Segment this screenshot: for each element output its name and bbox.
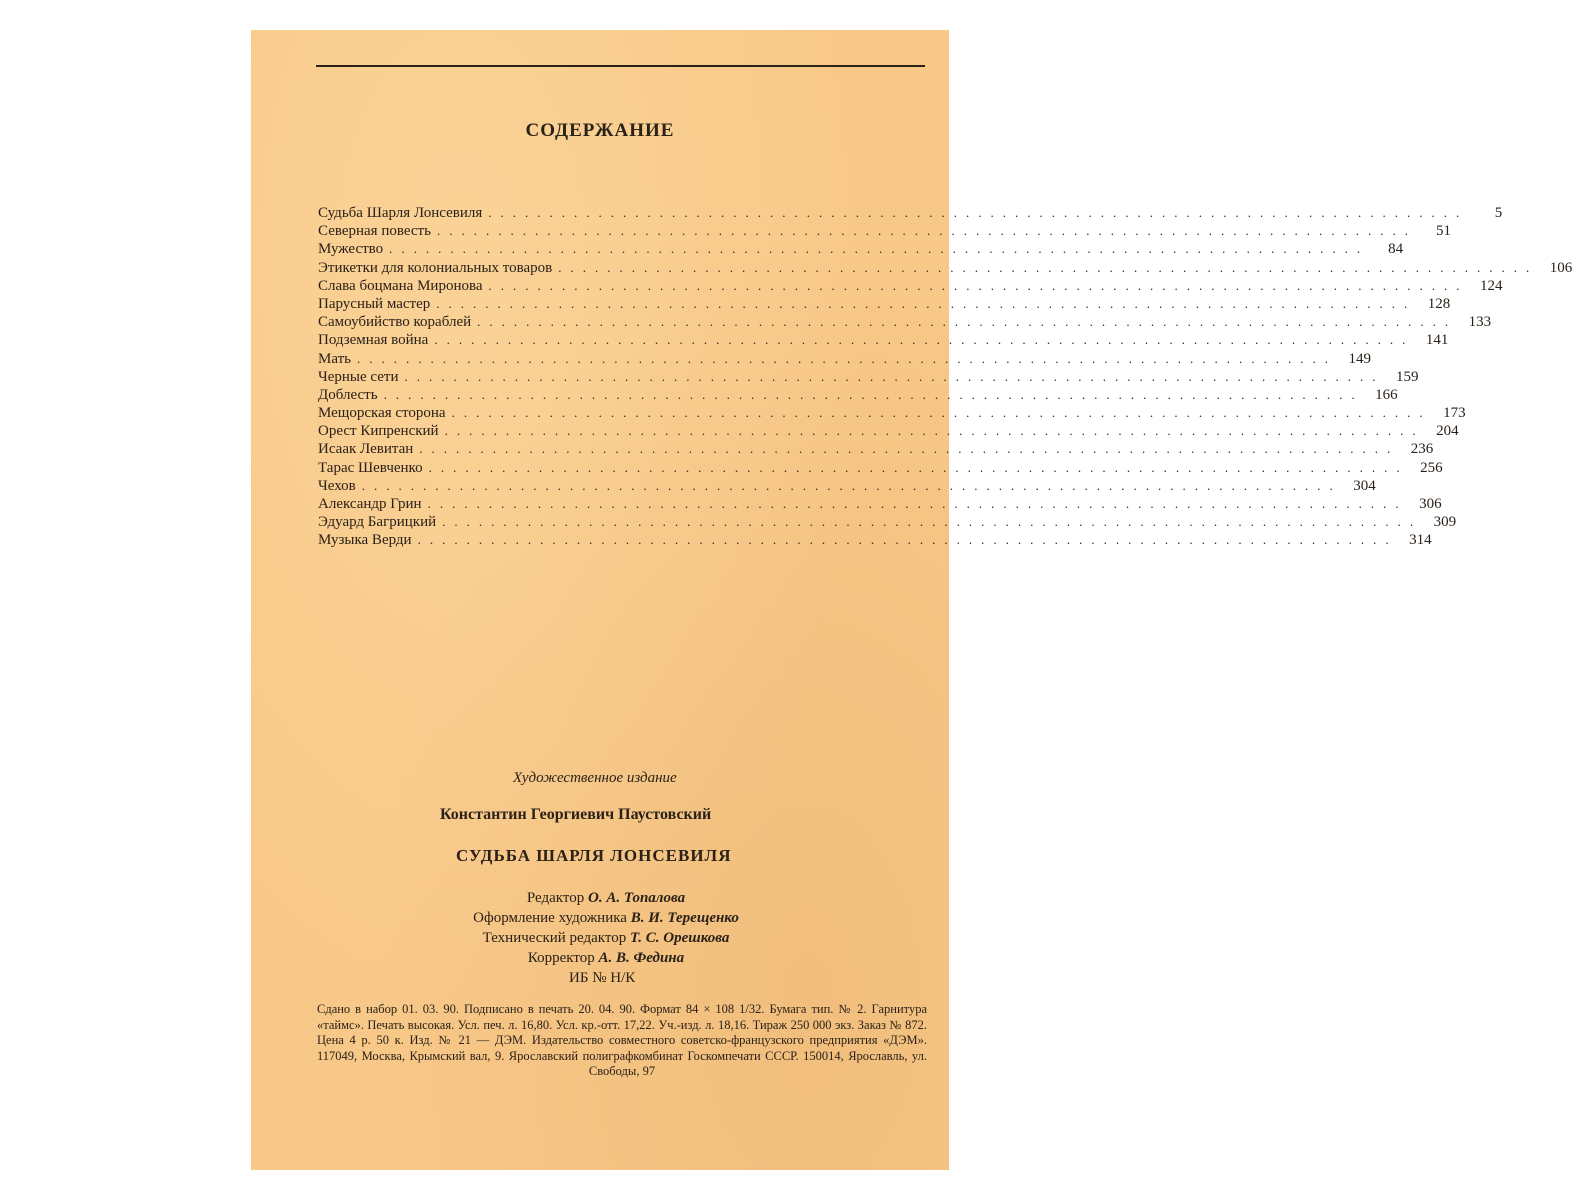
credit-role: Технический редактор	[482, 930, 627, 946]
dot-leader: ................................................................................	[444, 423, 1425, 439]
toc-entry-title: Чехов	[318, 477, 356, 494]
credit-proofreader	[416, 948, 796, 968]
credits	[416, 888, 796, 968]
toc-entry-page: 314	[1409, 532, 1432, 549]
toc-row	[318, 477, 1376, 495]
dot-leader: ................................................................................	[404, 368, 1385, 384]
top-rule	[316, 65, 925, 67]
toc-row	[318, 495, 1442, 513]
ib-number: ИБ № Н/К	[569, 970, 636, 986]
toc-row	[318, 313, 1492, 331]
print-data: Сдано в набор 01. 03. 90. Подписано в печать 20. 04. 90. Формат 84 × 108 1/32. Бумага тип. № 2. Гарнитура «таймс». Печать высокая. Усл. печ. л. 16,80. Усл. кр.-отт. 17,22. Уч.-изд. л. 18,16. Тираж 250 000 экз. Заказ № 872. Цена 4 р. 50 к. Изд. № 21 — ДЭМ. Издательство совместного советско-французского предприятия «ДЭМ». 117049, Москва, Крымский вал, 9. Ярославский полиграфкомбинат Госкомпечати СССР. 150014, Ярославль, ул. Свободы, 97	[317, 1002, 927, 1078]
toc-row	[318, 222, 1451, 240]
toc-entry-title: Музыка Верди	[318, 532, 412, 549]
dot-leader: ................................................................................	[357, 350, 1338, 366]
dot-leader: ................................................................................	[558, 259, 1539, 275]
toc-entry-page: 304	[1353, 477, 1376, 494]
toc-entry-title: Тарас Шевченко	[318, 459, 423, 476]
dot-leader: ................................................................................	[434, 332, 1415, 348]
toc-entry-page: 5	[1494, 205, 1503, 221]
toc-entry-page: 173	[1443, 405, 1466, 422]
toc-row	[318, 459, 1443, 477]
toc-row	[318, 277, 1503, 295]
credit-person: А. В. Федина	[598, 950, 685, 966]
toc-row	[318, 440, 1434, 458]
credit-artist	[416, 908, 796, 928]
credit-tech-editor	[416, 928, 796, 948]
toc-entry-title: Черные сети	[318, 368, 399, 385]
dot-leader: ................................................................................	[477, 314, 1458, 330]
author-name: Константин Георгиевич Паустовский	[440, 806, 712, 823]
toc-entry-page: 309	[1433, 514, 1457, 531]
toc-row	[318, 350, 1372, 368]
dot-leader: ................................................................................	[488, 205, 1469, 220]
toc-entry-title: Подземная война	[318, 332, 429, 349]
toc-row	[318, 204, 1503, 222]
toc-entry-page: 166	[1375, 386, 1398, 403]
toc-entry-title: Исаак Левитан	[318, 441, 414, 458]
toc-entry-page: 159	[1396, 368, 1419, 385]
dot-leader: ................................................................................	[361, 477, 1342, 493]
toc-entry-page: 149	[1348, 350, 1372, 367]
credit-editor	[416, 888, 796, 908]
credit-person: О. А. Топалова	[587, 890, 686, 906]
dot-leader: ................................................................................	[451, 405, 1432, 421]
credit-person: Т. С. Орешкова	[630, 930, 730, 946]
toc-entry-page: 51	[1435, 223, 1451, 240]
credit-person: В. И. Терещенко	[630, 910, 739, 926]
toc-row	[318, 422, 1459, 440]
toc-entry-page: 128	[1427, 295, 1451, 312]
credit-role: Оформление художника	[473, 910, 627, 926]
credit-role: Корректор	[527, 950, 595, 966]
toc-title: СОДЕРЖАНИЕ	[525, 120, 675, 141]
edition-type: Художественное издание	[513, 770, 677, 786]
toc-entry-page: 204	[1436, 423, 1459, 440]
toc-row	[318, 386, 1398, 404]
toc-entry-title: Самоубийство кораблей	[318, 314, 472, 331]
table-of-contents	[318, 204, 1572, 550]
dot-leader: ................................................................................	[436, 223, 1417, 239]
toc-entry-title: Северная повесть	[318, 223, 431, 240]
dot-leader: ................................................................................	[389, 241, 1370, 257]
dot-leader: ................................................................................	[442, 514, 1423, 530]
toc-row	[318, 295, 1451, 313]
toc-entry-page: 133	[1468, 314, 1492, 331]
toc-entry-page: 256	[1420, 459, 1443, 476]
toc-entry-page: 306	[1419, 496, 1442, 512]
toc-entry-page: 84	[1388, 241, 1404, 258]
toc-entry-title: Доблесть	[318, 386, 378, 403]
toc-entry-page: 141	[1425, 332, 1449, 349]
toc-entry-title: Слава боцмана Миронова	[318, 277, 483, 294]
toc-entry-title: Этикетки для колониальных товаров	[318, 259, 553, 276]
toc-entry-title: Мать	[318, 350, 352, 367]
dot-leader: ................................................................................	[427, 496, 1408, 511]
toc-entry-title: Судьба Шарля Лонсевиля	[318, 205, 483, 221]
dot-leader: ................................................................................	[436, 295, 1417, 311]
dot-leader: ................................................................................	[417, 532, 1398, 548]
toc-row	[318, 259, 1572, 277]
toc-entry-title: Александр Грин	[318, 496, 422, 512]
toc-row	[318, 513, 1457, 531]
toc-entry-title: Мещорская сторона	[318, 405, 446, 422]
dot-leader: ................................................................................	[383, 386, 1364, 402]
toc-row	[318, 404, 1466, 422]
dot-leader: ................................................................................	[419, 441, 1400, 457]
toc-entry-title: Эдуард Багрицкий	[318, 514, 437, 531]
toc-row	[318, 331, 1449, 349]
toc-entry-page: 236	[1410, 441, 1434, 458]
toc-row	[318, 368, 1419, 386]
toc-entry-page: 124	[1480, 277, 1503, 294]
toc-row	[318, 531, 1432, 549]
book-page	[251, 30, 1572, 1170]
toc-entry-title: Мужество	[318, 241, 384, 258]
toc-entry-title: Парусный мастер	[318, 295, 431, 312]
toc-entry-page: 106	[1549, 259, 1572, 276]
dot-leader: ................................................................................	[428, 459, 1409, 475]
book-title: СУДЬБА ШАРЛЯ ЛОНСЕВИЛЯ	[456, 846, 732, 865]
credit-role: Редактор	[526, 890, 585, 906]
toc-row	[318, 240, 1404, 258]
dot-leader: ................................................................................	[488, 277, 1469, 293]
toc-entry-title: Орест Кипренский	[318, 423, 439, 440]
